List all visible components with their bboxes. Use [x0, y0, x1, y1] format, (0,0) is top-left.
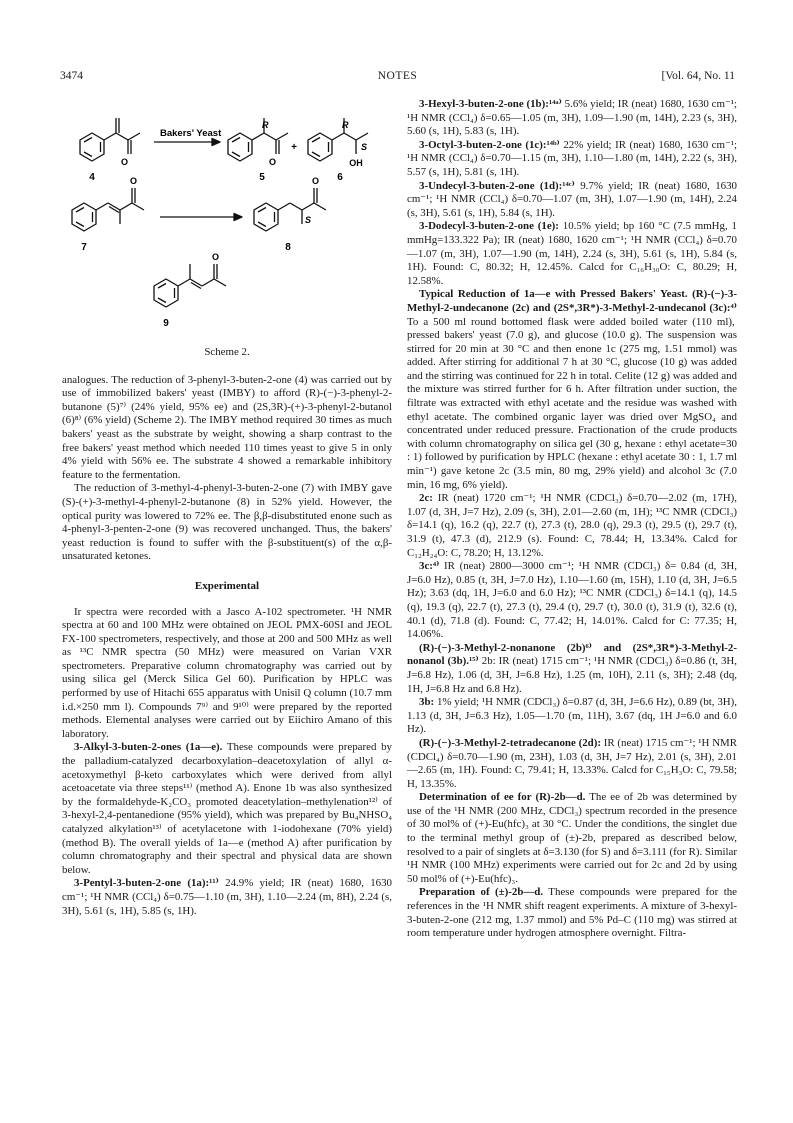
paragraph-2c-data: 2c: IR (neat) 1720 cm⁻¹; ¹H NMR (CDCl₃) δ=0.70—2.02 (m, 17H), 1.07 (d, 3H, J=7 Hz), 2.09 (s, 3H), 2.01—2.60 (m, 1H); ¹³C NMR (CDCl₃) δ=14.1 (q), 16.2 (q), 22.7 (t), 27.3 (t), 28.0 (q), 29.3 (t), 29.5 (t), 29.7 (t), 31.9 (t), 47.3 (d), 212.9 (s). Found: C, 78.44; H, 13.34%. Calcd for C₁₂H₂₄O: C, 78.20; H, 13.12%.: [407, 492, 737, 559]
paragraph-reduction-7: The reduction of 3-methyl-4-phenyl-3-buten-2-one (7) with IMBY gave (S)-(+)-3-methyl-4-phenyl-2-butanone (8) in 52% yield. However, the optical purity was lowered to 72% ee. The β,β-disubstituted enone such as 4-phenyl-3-penten-2-one (9) was recovered unchanged. Thus, the bakers' yeast reduction is found to suffer with the β-substituent(s) of the α,β-unsaturated ketones.: [62, 482, 392, 563]
right-column: [407, 98, 737, 941]
paragraph-heading: 3b:: [419, 696, 435, 709]
paragraph-preparation: Preparation of (±)-2b—d. These compounds were prepared for the references in the ¹H NMR shift reagent experiments. A mixture of 3-hexyl-3-buten-2-one (212 mg, 1.37 mmol) and 5% Pd–C (110 mg) was stirred at room temperature under hydrogen atmosphere overnight. Filtra-: [407, 886, 737, 940]
paragraph-heading: 3c:⁴⁾: [419, 560, 440, 573]
paragraph-compound-1b: 3-Hexyl-3-buten-2-one (1b):¹⁴ᵃ⁾ 5.6% yield; IR (neat) 1680, 1630 cm⁻¹; ¹H NMR (CCl₄) δ=0.65—1.05 (m, 3H), 1.09—1.90 (m, 14H), 2.23 (s, 3H), 5.60 (s, 1H), 5.83 (s, 1H).: [407, 98, 737, 138]
paragraph-typical-reduction: Typical Reduction of 1a—e with Pressed Bakers' Yeast. (R)-(−)-3-Methyl-2-undecanone (2c) and (2S*,3R*)-3-Methyl-2-undecanol (3c):⁴⁾ To a 500 ml round bottomed flask were added boiled water (110 ml), pressed bakers' yeast (7.0 g), and glucose (10.0 g). The suspension was stirred for 20 min at 30 °C and then enone 1c (275 mg, 1.51 mmol) was added. After stirring for additional 7 h at 30 °C, glucose (10 g) was added and the stirring was continued for 22 h in total. Celite (12 g) was added and the mixture was stirred further for 6 h. After filtration under suction, the filtrate was extracted with ethyl acetate and the residue was washed with ethyl acetate. The combined organic layer was dried over MgSO₄ and concentrated under reduced pressure. Fractionation of the crude products with column chromatography on silica gel (30 g, hexane : ethyl acetate=30 : 1) followed by purification by HPLC (hexane : ethyl acetate 30 : 1, 1.7 ml min⁻¹) gave ketone 2c (3.5 min, 80 mg, 29% yield) and alcohol 3c (7.0 min, 16 mg, 6% yield).: [407, 288, 737, 491]
carbonyl-o-label: O: [311, 176, 320, 186]
paragraph-compound-1a: 3-Pentyl-3-buten-2-one (1a):¹¹⁾ 24.9% yield; IR (neat) 1680, 1630 cm⁻¹; ¹H NMR (CCl₄) δ=0.75—1.10 (m, 3H), 1.10—2.24 (m, 8H), 2.24 (s, 3H), 5.61 (s, 1H), 5.85 (s, 1H).: [62, 877, 392, 917]
paragraph-compound-1d: 3-Undecyl-3-buten-2-one (1d):¹⁴ᶜ⁾ 9.7% yield; IR (neat) 1680, 1630 cm⁻¹; ¹H NMR (CCl₄) δ=0.70—1.07 (m, 3H), 1.07—1.90 (m, 14H), 2.24 (s, 3H), 5.61 (s, 1H), 5.84 (s, 1H).: [407, 179, 737, 219]
page-number: 3474: [60, 70, 83, 82]
compound-6-structure: [308, 118, 368, 161]
scheme-structures: [62, 98, 392, 346]
paragraph-heading: 3-Hexyl-3-buten-2-one (1b):¹⁴ᵃ⁾: [419, 98, 562, 110]
paragraph-heading: Preparation of (±)-2b—d.: [419, 886, 544, 899]
reagent-label: Bakers' Yeast: [160, 128, 222, 139]
volume-info: [Vol. 64, No. 11: [661, 70, 735, 82]
hydroxyl-label: OH: [349, 158, 363, 168]
paragraph-instruments: Ir spectra were recorded with a Jasco A-102 spectrometer. ¹H NMR spectra at 60 and 100 MHz were obtained on JEOL PMX-60SI and JEOL FX-100 spectrometers, respectively, and those at 200 and 500 MHz as well as ¹³C NMR spectra (50 MHz) were measured on Varian VXR spectrometers. Preparative column chromatography was carried out by using silica gel (Merck Silica Gel 60). Purification by HPLC was performed by use of Hitachi 655 apparatus with Unisil Q column (10.7 mm i.d.×250 mm l). Compounds 7⁹⁾ and 9¹⁰⁾ were prepared by the reported methods. Elemental analyses were carried out by Eiichiro Amano of this laboratory.: [62, 605, 392, 740]
paragraph-compound-1c: 3-Octyl-3-buten-2-one (1c):¹⁴ᵇ⁾ 22% yield; IR (neat) 1680, 1630 cm⁻¹; ¹H NMR (CCl₄) δ=0.70—1.15 (m, 3H), 1.10—1.80 (m, 14H), 2.22 (s, 3H), 5.57 (s, 1H), 5.81 (s, 1H).: [407, 138, 737, 178]
arrowhead-icon: [212, 139, 220, 146]
compound-7-structure: [72, 188, 144, 231]
paragraph-alkyl-butenones: 3-Alkyl-3-buten-2-ones (1a—e). These compounds were prepared by the palladium-catalyzed decarboxylation–deacetoxylation of allyl α-acetoxymethyl β-keto carboxylates which were derived from allyl acetoacetate via three steps¹¹⁾ (method A). Enone 1b was also synthesized by the formaldehyde-K₂CO₃ promoted deacetylation–methylenation¹²⁾ of 3-hexyl-2,4-pentanedione (95% yield), which was prepared by Bu₄NHSO₄ catalyzed alkylation¹³⁾ of acetylacetone with 1-iodohexane (70% yield) (method B). The overall yields of 1a—e (method A) after purification by column chromatography and their spectral and physical data are shown below.: [62, 741, 392, 876]
paragraph-ee-determination: Determination of ee for (R)-2b—d. The ee of 2b was determined by use of the ¹H NMR (200 MHz, CDCl₃) spectrum recorded in the presence of 30 mol% of (+)-Eu(hfc)₃ at 30 °C. Under the conditions, the singlet due to the terminal methyl group of (±)-2b, prepared as described below, resolved to a pair of singlets at δ=3.130 (for S) and δ=3.111 (for R). Similar ¹H NMR (100 MHz) experiments were carried out for 2c and 2d by using 50 mol% of (+)-Eu(hfc)₃.: [407, 791, 737, 885]
compound-number-8: 8: [285, 242, 291, 253]
paragraph-heading: 2c:: [419, 492, 433, 505]
compound-5-structure: [228, 118, 288, 161]
compound-8-structure: [254, 188, 326, 231]
reaction-scheme: [62, 98, 392, 346]
paragraph-compound-1e: 3-Dodecyl-3-buten-2-one (1e): 10.5% yield; bp 160 °C (7.5 mmHg, 1 mmHg=133.322 Pa); IR (neat) 1680, 1620 cm⁻¹; ¹H NMR (CCl₄) δ=0.70—1.07 (m, 3H), 1.07—1.90 (m, 14H), 2.24 (s, 3H), 5.61 (s, 1H), 5.84 (s, 1H). Found: C, 80.32; H, 12.45%. Calcd for C₁₆H₃₀O: C, 80.29; H, 12.58%.: [407, 220, 737, 287]
paragraph-heading: (R)-(−)-3-Methyl-2-nonanone (2b)⁶⁾ and (2S*,3R*)-3-Methyl-2-nonanol (3b).¹⁵⁾: [407, 641, 737, 668]
compound-number-9: 9: [163, 318, 169, 329]
paragraph-heading: (R)-(−)-3-Methyl-2-tetradecanone (2d):: [419, 736, 601, 749]
compound-number-4: 4: [89, 172, 95, 183]
carbonyl-o-label: O: [120, 157, 129, 167]
journal-section: NOTES: [377, 70, 418, 82]
scheme-caption: Scheme 2.: [204, 346, 250, 358]
paragraph-analogues: analogues. The reduction of 3-phenyl-3-buten-2-one (4) was carried out by use of immobilized bakers' yeast (IMBY) to afford (R)-(−)-3-phenyl-2-butanone (5)⁷⁾ (24% yield, 95% ee) and (2S,3R)-(+)-3-phenyl-2-butanol (6)⁸⁾ (6% yield) (Scheme 2). The IMBY method required 30 times as much bakers' yeast as the substrate by weight, showing a sharp contrast to the free bakers' yeast method which needed 110 times yeast to give 5 in only 4% yield with 56% ee. The substrate 4 showed a remarkable inhibitory feature to the fermentation.: [62, 373, 392, 481]
carbonyl-o-label: O: [129, 176, 138, 186]
stereo-s-label: S: [361, 142, 368, 152]
left-column: [62, 98, 392, 918]
stereo-r-label: R: [262, 120, 269, 130]
paragraph-3b-data: 3b: 1% yield; ¹H NMR (CDCl₃) δ=0.87 (d, 3H, J=6.6 Hz), 0.89 (bt, 3H), 1.13 (d, 3H, J=6.3 Hz), 1.05—1.70 (m, 11H), 3.67 (dq, 1H J=6.0 and 6.0 Hz).: [407, 696, 737, 736]
section-title-experimental: Experimental: [194, 579, 260, 592]
paragraph-heading: 3-Dodecyl-3-buten-2-one (1e):: [419, 220, 559, 233]
paragraph-3c-data: 3c:⁴⁾ IR (neat) 2800—3000 cm⁻¹; ¹H NMR (CDCl₃) δ= 0.84 (d, 3H, J=6.0 Hz), 0.85 (t, 3H, J=7.0 Hz), 1.10—1.60 (m, 15H), 1.10 (d, 3H, J=6.5 Hz); 3.63 (dq, 1H, J=6.0 and 6.0 Hz); ¹³C NMR (CDCl₃) δ=14.1 (q), 14.5 (q), 19.3 (q), 22.7 (t), 27.3 (t), 29.4 (t), 29.7 (t), 30.0 (t), 31.9 (t), 32.6 (t), 40.1 (d), 71.8 (d). Found: C, 77.42; H, 14.01%. Calcd for C: 77.35; H, 14.06%.: [407, 560, 737, 641]
arrowhead-icon: [234, 214, 242, 221]
running-header: [60, 70, 735, 86]
carbonyl-o-label: O: [268, 157, 277, 167]
paragraph-heading: 3-Octyl-3-buten-2-one (1c):¹⁴ᵇ⁾: [419, 138, 560, 151]
stereo-r-label: R: [342, 120, 349, 130]
paragraph-heading: Determination of ee for (R)-2b—d.: [419, 791, 586, 804]
compound-number-6: 6: [337, 172, 343, 183]
carbonyl-o-label: O: [211, 252, 220, 262]
paragraph-2d-data: (R)-(−)-3-Methyl-2-tetradecanone (2d): IR (neat) 1715 cm⁻¹; ¹H NMR (CDCl₄) δ=0.70—1.90 (m, 23H), 1.03 (d, 3H, J=7 Hz), 2.01 (s, 3H), 2.01—2.65 (m, 1H). Found: C, 79.41; H, 13.33%. Calcd for C₁₅H₃O: C, 79.58; H, 13.35%.: [407, 736, 738, 790]
compound-9-structure: [154, 264, 226, 307]
compound-number-7: 7: [81, 242, 87, 253]
stereo-s-label: S: [305, 215, 312, 225]
compound-number-5: 5: [259, 172, 265, 183]
paragraph-heading: 3-Undecyl-3-buten-2-one (1d):¹⁴ᶜ⁾: [419, 179, 575, 192]
paragraph-heading: Typical Reduction of 1a—e with Pressed Bakers' Yeast. (R)-(−)-3-Methyl-2-undecanone (2c) and (2S*,3R*)-3-Methyl-2-undecanol (3c):⁴⁾: [407, 288, 737, 314]
paragraph-heading: 3-Pentyl-3-buten-2-one (1a):¹¹⁾: [74, 877, 219, 890]
plus-sign: +: [291, 142, 297, 153]
paragraph-2b-3b: (R)-(−)-3-Methyl-2-nonanone (2b)⁶⁾ and (2S*,3R*)-3-Methyl-2-nonanol (3b).¹⁵⁾ 2b: IR (neat) 1715 cm⁻¹; ¹H NMR (CDCl₃) δ=0.86 (t, 3H, J=6.8 Hz), 1.06 (d, 3H, J=6.8 Hz), 1.25 (m, 10H), 2.11 (s, 3H); 2.48 (dq, 1H, J=6.8 Hz and 6.8 Hz).: [407, 641, 737, 695]
compound-4-structure: [80, 118, 140, 161]
paragraph-heading: 3-Alkyl-3-buten-2-ones (1a—e).: [74, 741, 223, 754]
